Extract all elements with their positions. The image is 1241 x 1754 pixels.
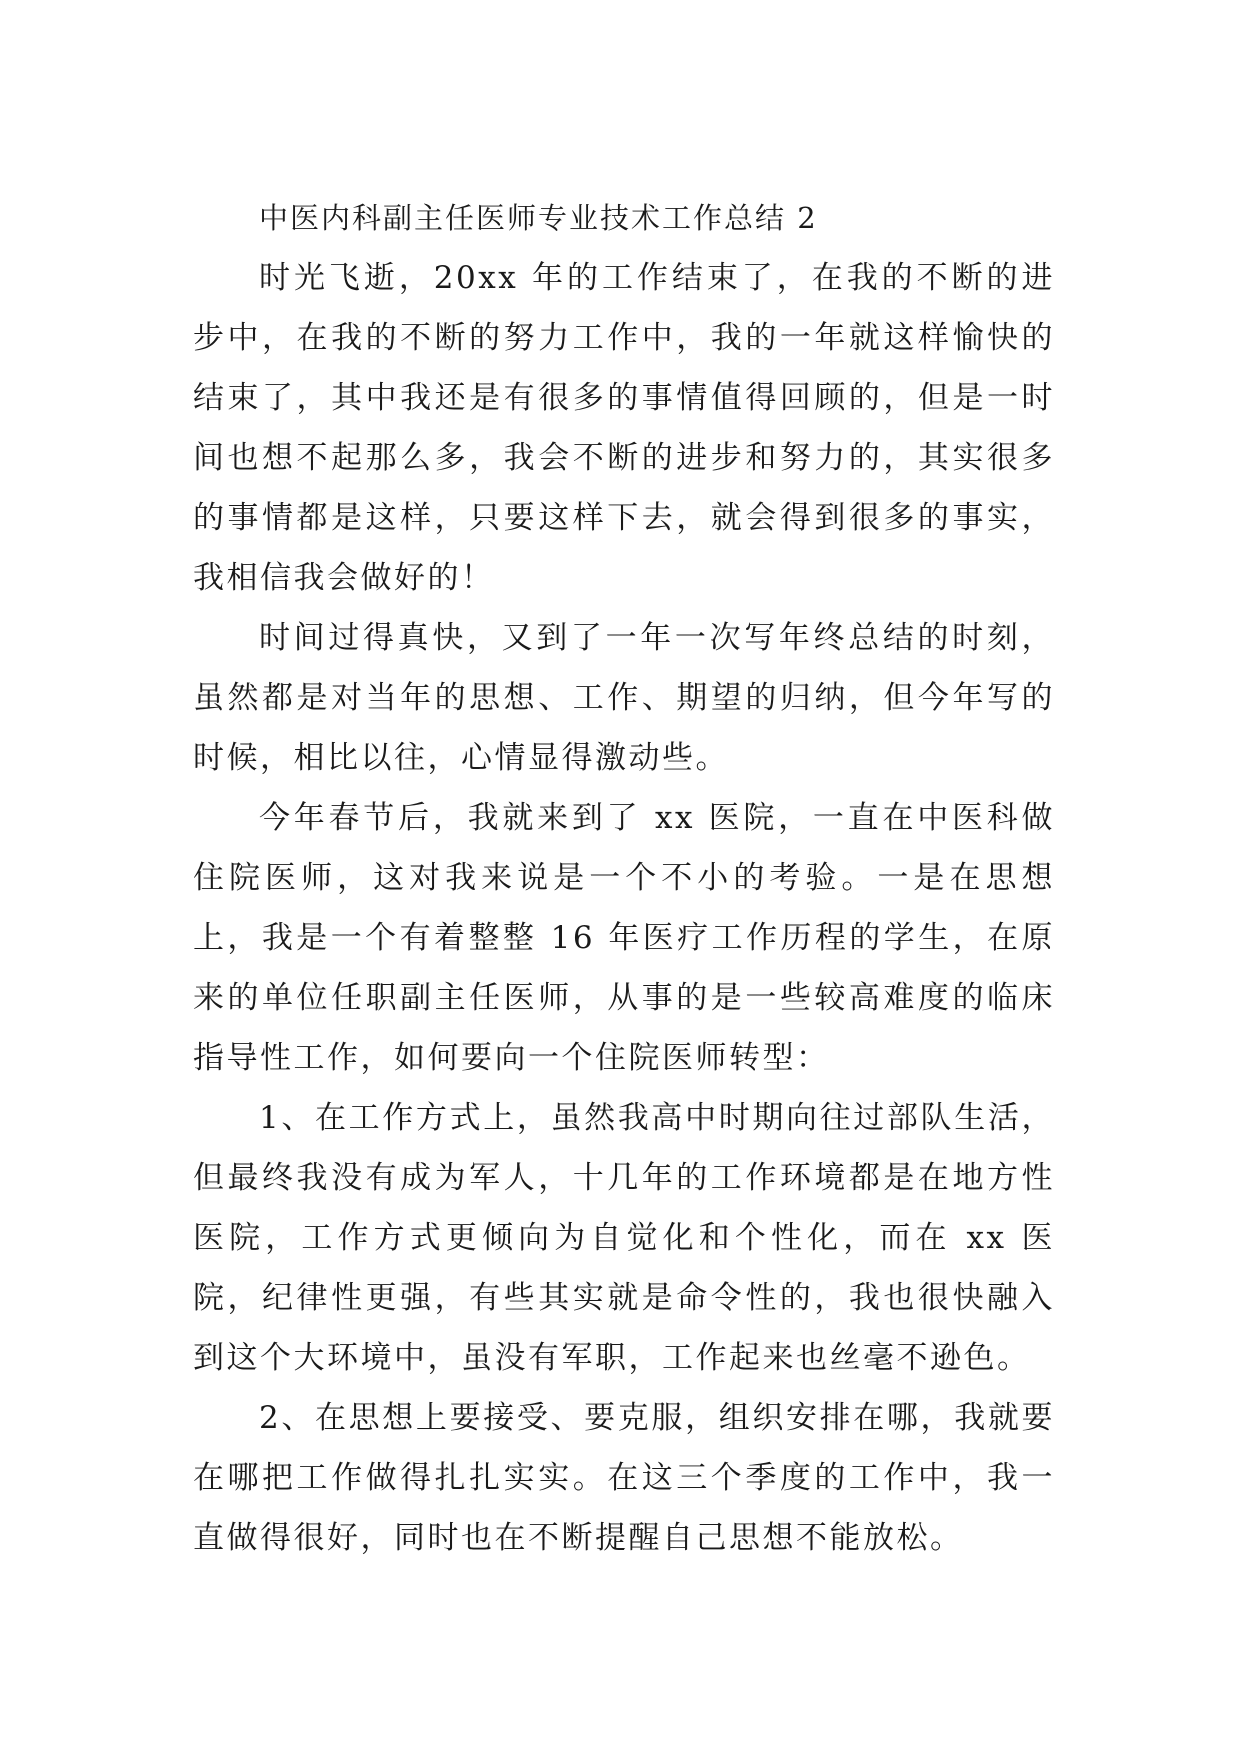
document-body (193, 188, 1055, 1568)
paragraph-transition: 今年春节后，我就来到了 xx 医院，一直在中医科做住院医师，这对我来说是一个不小的考验。一是在思想上，我是一个有着整整 16 年医疗工作历程的学生，在原来的单位任职副主任医师，从事的是一些较高难度的临床指导性工作，如何要向一个住院医师转型： (193, 800, 1055, 1076)
document-title: 中医内科副主任医师专业技术工作总结 2 (259, 201, 818, 235)
paragraph-point-1: 1、在工作方式上，虽然我高中时期向往过部队生活，但最终我没有成为军人，十几年的工作环境都是在地方性医院，工作方式更倾向为自觉化和个性化，而在 xx 医院，纪律性更强，有些其实就是命令性的，我也很快融入到这个大环境中，虽没有军职，工作起来也丝毫不逊色。 (193, 1100, 1055, 1376)
paragraph-point-2: 2、在思想上要接受、要克服，组织安排在哪，我就要在哪把工作做得扎扎实实。在这三个季度的工作中，我一直做得很好，同时也在不断提醒自己思想不能放松。 (193, 1400, 1055, 1556)
paragraph-intro: 时光飞逝，20xx 年的工作结束了，在我的不断的进步中，在我的不断的努力工作中，我的一年就这样愉快的结束了，其中我还是有很多的事情值得回顾的，但是一时间也想不起那么多，我会不断的进步和努力的，其实很多的事情都是这样，只要这样下去，就会得到很多的事实，我相信我会做好的！ (193, 260, 1055, 596)
paragraph-reflection: 时间过得真快，又到了一年一次写年终总结的时刻，虽然都是对当年的思想、工作、期望的归纳，但今年写的时候，相比以往，心情显得激动些。 (193, 620, 1055, 776)
